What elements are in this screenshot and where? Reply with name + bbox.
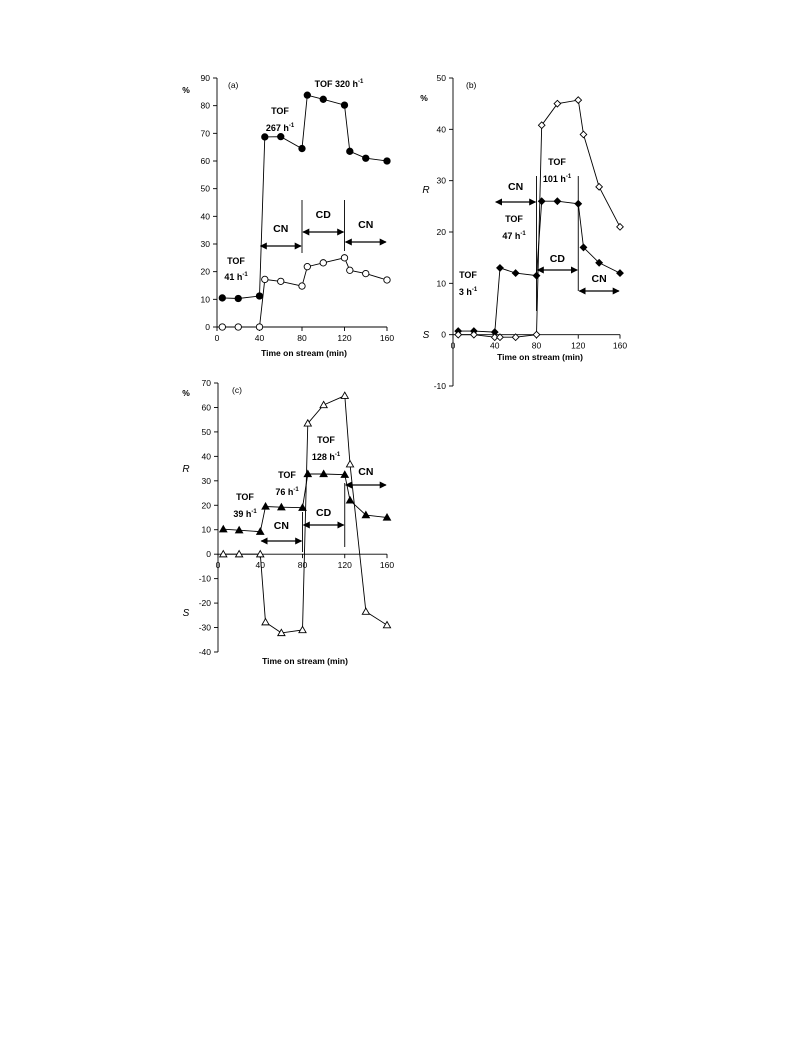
y-tick-label: 70 (201, 378, 211, 388)
y-tick-label: 40 (201, 451, 211, 462)
data-point-circle (384, 158, 390, 164)
y-tick-label: 30 (200, 239, 210, 249)
data-point-diamond (554, 100, 561, 107)
data-point-circle (347, 267, 353, 273)
y-tick-label: 50 (201, 426, 211, 437)
data-point-triangle (362, 608, 369, 614)
y-tick-label: 50 (436, 73, 446, 83)
tof-annotation-value: 39 $h^{-1}$ (233, 509, 257, 519)
region-label: CN (273, 223, 289, 235)
data-point-circle (235, 324, 241, 330)
tof-annotation-value: 128 $h^{-1}$ (311, 452, 341, 462)
y-tick-label: 30 (201, 475, 211, 486)
data-point-triangle (262, 619, 269, 625)
y-tick-label: 10 (201, 524, 211, 535)
data-point-triangle (383, 622, 390, 628)
x-tick-label: 40 (255, 560, 265, 571)
data-point-circle (363, 155, 369, 161)
x-tick-label: 80 (297, 560, 308, 571)
data-point-diamond (617, 224, 624, 231)
y-tick-label: -10 (198, 573, 211, 584)
data-point-diamond (497, 265, 504, 272)
x-tick-label: 120 (337, 560, 352, 571)
y-axis-label: % (182, 85, 190, 95)
tof-annotation-value: 3 $h^{-1}$ (458, 287, 478, 297)
region-label: CD (315, 209, 331, 221)
data-point-circle (320, 260, 326, 266)
data-point-circle (299, 283, 305, 289)
y-tick-label: 20 (201, 500, 211, 511)
y-axis-label: % (420, 93, 428, 103)
x-tick-label: 160 (612, 340, 628, 351)
x-axis-label: Time on stream (min) (261, 348, 347, 358)
y-tick-label: 0 (205, 322, 210, 332)
y-tick-label: 10 (436, 278, 446, 289)
region-label: CN (273, 520, 289, 532)
series-2 (455, 97, 623, 341)
region-label: CN (358, 466, 374, 478)
y-axis-secondary-label-r: R (182, 464, 190, 475)
data-point-triangle (320, 401, 327, 407)
data-point-triangle (346, 461, 353, 467)
x-tick-label: 40 (490, 340, 500, 351)
tof-annotation-value: 76 $h^{-1}$ (275, 487, 299, 497)
data-point-circle (347, 148, 353, 154)
data-point-triangle (299, 626, 306, 632)
y-axis-secondary-label-r: R (422, 185, 430, 196)
tof-annotation-title: TOF (548, 157, 566, 167)
data-point-circle (278, 133, 284, 139)
tof-annotation-value: 41 $h^{-1}$ (224, 272, 248, 282)
y-tick-label: -40 (198, 647, 211, 657)
tof-annotation-title: TOF (236, 492, 254, 502)
data-point-circle (304, 92, 310, 98)
chart-panel-2 (420, 73, 627, 391)
y-tick-label: 60 (201, 402, 211, 413)
x-axis-label: Time on stream (min) (497, 352, 583, 362)
data-point-circle (219, 295, 225, 301)
x-tick-label: 120 (571, 340, 586, 351)
tof-annotation-title: TOF (278, 470, 296, 480)
x-tick-label: 40 (254, 333, 265, 343)
data-point-circle (262, 276, 268, 282)
region-label: CN (591, 273, 607, 285)
tof-annotation-value: 47 $h^{-1}$ (502, 231, 526, 241)
data-point-diamond (617, 270, 624, 277)
data-point-circle (262, 134, 268, 140)
data-point-circle (384, 277, 390, 283)
data-point-circle (235, 295, 241, 301)
y-tick-label: 80 (200, 100, 210, 111)
y-tick-label: 20 (200, 266, 210, 277)
region-label: CN (508, 181, 524, 193)
data-point-circle (341, 102, 347, 108)
x-tick-label: 0 (215, 560, 221, 571)
x-tick-label: 80 (531, 340, 542, 351)
x-tick-label: 120 (337, 333, 352, 343)
data-point-diamond (580, 131, 587, 138)
tof-annotation-value: 267 $h^{-1}$ (265, 123, 295, 133)
y-tick-label: 0 (441, 329, 446, 340)
data-point-triangle (262, 503, 269, 509)
tof-annotation-title: TOF (459, 270, 477, 280)
data-point-diamond (575, 97, 582, 104)
data-point-circle (219, 324, 225, 330)
data-point-triangle (341, 392, 348, 398)
data-point-triangle (346, 497, 353, 503)
y-tick-label: 60 (200, 156, 210, 166)
data-point-circle (278, 278, 284, 284)
y-axis-secondary-label-s: S (182, 608, 190, 619)
data-point-diamond (596, 184, 603, 191)
y-tick-label: 70 (200, 128, 210, 139)
tof-annotation-title: TOF (505, 214, 523, 224)
chart-panel-1 (182, 73, 394, 358)
y-tick-label: 0 (206, 549, 211, 560)
tof-annotation-title: TOF (271, 106, 289, 116)
y-tick-label: 40 (200, 211, 210, 222)
tof-annotation-title: TOF (227, 256, 245, 266)
y-tick-label: -30 (198, 622, 211, 633)
data-point-circle (256, 324, 262, 330)
chart-panel-3 (182, 378, 394, 666)
data-point-diamond (533, 331, 540, 338)
y-tick-label: 20 (436, 227, 446, 237)
data-point-diamond (538, 122, 545, 129)
x-tick-label: 0 (450, 340, 456, 351)
data-point-circle (363, 270, 369, 276)
data-point-circle (256, 293, 262, 299)
tof-annotation: TOF 320 $h^{-1}$ (314, 79, 364, 89)
x-tick-label: 80 (297, 333, 307, 343)
y-tick-label: 40 (436, 124, 446, 135)
data-point-circle (304, 263, 310, 269)
data-point-diamond (554, 198, 561, 205)
data-point-circle (341, 255, 347, 261)
panel-label: (c) (232, 385, 242, 395)
series-line (458, 100, 620, 337)
y-tick-label: 10 (200, 294, 210, 305)
x-axis-label: Time on stream (min) (262, 656, 348, 666)
tof-annotation-title: TOF (317, 435, 335, 445)
y-tick-label: -20 (198, 598, 211, 609)
region-label: CN (358, 219, 374, 231)
y-axis-secondary-label-s: S (422, 330, 430, 341)
x-tick-label: 0 (214, 333, 220, 343)
x-tick-label: 160 (379, 333, 395, 343)
y-tick-label: 50 (200, 183, 210, 194)
data-point-triangle (220, 526, 227, 532)
x-tick-label: 160 (379, 560, 395, 571)
y-tick-label: 90 (200, 73, 210, 83)
y-axis-label: % (182, 388, 190, 398)
y-tick-label: -10 (433, 381, 446, 391)
data-point-triangle (320, 470, 327, 476)
data-point-diamond (512, 270, 519, 277)
data-point-triangle (304, 470, 311, 476)
region-label: CD (549, 253, 565, 265)
data-point-circle (299, 145, 305, 151)
panel-label: (a) (228, 80, 239, 90)
tof-annotation-value: 101 $h^{-1}$ (542, 174, 572, 184)
panel-label: (b) (466, 80, 477, 90)
region-label: CD (316, 507, 332, 519)
data-point-circle (320, 96, 326, 102)
y-tick-label: 30 (436, 175, 446, 186)
